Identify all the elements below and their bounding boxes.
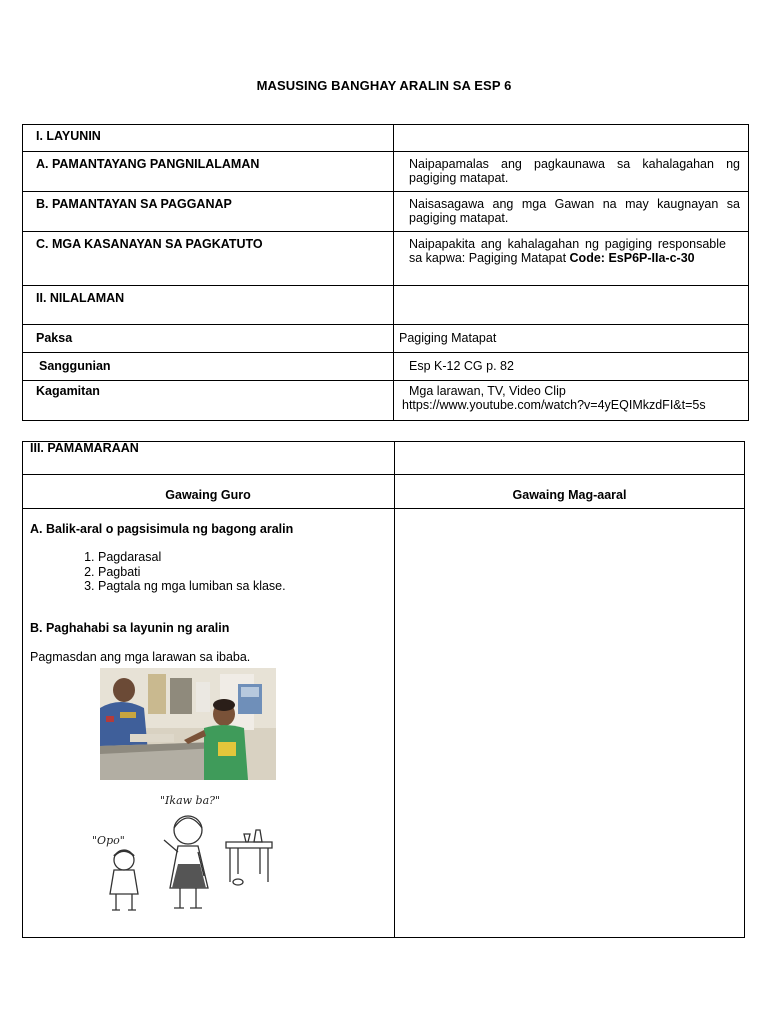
step-item: 1. Pagdarasal — [98, 550, 286, 565]
part-b-instruction: Pagmasdan ang mga larawan sa ibaba. — [30, 650, 251, 664]
page-title: MASUSING BANGHAY ARALIN SA ESP 6 — [256, 78, 512, 93]
code-label: Code: — [569, 251, 605, 265]
photo-officer-and-boy — [100, 668, 276, 780]
speech-child: "Opo" — [92, 834, 125, 847]
row-pamantayan-pagganap-value: Naisasagawa ang mga Gawan na may kaugnayan sa pagiging matapat. — [409, 197, 740, 225]
row-pamantayang-pangnilalaman-value: Naipapamalas ang pagkaunawa sa kahalagahan ng pagiging matapat. — [409, 157, 740, 185]
part-b-heading: B. Paghahabi sa layunin ng aralin — [30, 621, 230, 635]
row-pamantayan-pagganap-label: B. PAMANTAYAN SA PAGGANAP — [36, 197, 232, 211]
col-gawaing-mag-aaral: Gawaing Mag-aaral — [512, 488, 627, 502]
row-kagamitan-label: Kagamitan — [36, 384, 100, 398]
step-item: 2. Pagbati — [98, 565, 286, 580]
kasanayan-text: Naipapakita ang kahalagahan ng pagiging responsable sa kapwa: Pagiging Matapat — [409, 237, 726, 265]
row-sanggunian-label: Sanggunian — [39, 359, 111, 373]
illustration-ikaw-ba — [90, 790, 280, 920]
row-pamantayang-pangnilalaman-label: A. PAMANTAYANG PANGNILALAMAN — [36, 157, 260, 171]
part-a-steps — [80, 550, 286, 594]
video-clip-link[interactable]: https://www.youtube.com/watch?v=4yEQIMkzdFI&t=5s — [402, 398, 706, 412]
row-kasanayan-value — [409, 237, 726, 265]
speech-adult: "Ikaw ba?" — [160, 794, 221, 807]
row-kagamitan-value: Mga larawan, TV, Video Clip — [409, 384, 566, 398]
step-item: 3. Pagtala ng mga lumiban sa klase. — [98, 579, 286, 594]
section-pamamaraan: III. PAMAMARAAN — [30, 441, 139, 455]
row-paksa-label: Paksa — [36, 331, 73, 345]
row-kasanayan-label: C. MGA KASANAYAN SA PAGKATUTO — [36, 237, 263, 251]
col-gawaing-guro: Gawaing Guro — [165, 488, 251, 502]
row-paksa-value: Pagiging Matapat — [399, 331, 497, 345]
row-sanggunian-value: Esp K-12 CG p. 82 — [409, 359, 514, 373]
row-layunin-label: I. LAYUNIN — [36, 129, 101, 143]
code-value: EsP6P-IIa-c-30 — [608, 251, 695, 265]
part-a-heading: A. Balik-aral o pagsisimula ng bagong aralin — [30, 522, 294, 536]
row-nilalaman-label: II. NILALAMAN — [36, 291, 125, 305]
